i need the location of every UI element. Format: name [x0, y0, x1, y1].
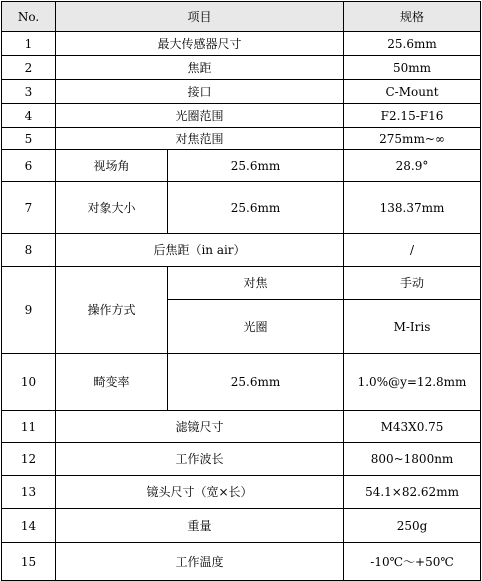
- header-no: No.: [2, 2, 56, 32]
- row-spec: F2.15-F16: [344, 104, 481, 128]
- row-spec: 25.6mm: [344, 32, 481, 56]
- table-row: [2, 32, 481, 56]
- header-spec: 规格: [344, 2, 481, 32]
- row-spec: /: [344, 234, 481, 267]
- row-no: 4: [2, 104, 56, 128]
- row-no: 12: [2, 443, 56, 476]
- row-no: 13: [2, 476, 56, 509]
- table-row: [2, 234, 481, 267]
- table-row: [2, 354, 481, 411]
- row-item: 后焦距（in air）: [56, 234, 344, 267]
- row-spec: -10℃～+50℃: [344, 543, 481, 581]
- row-spec: 1.0%@y=12.8mm: [344, 354, 481, 411]
- table-row: [2, 80, 481, 104]
- row-no: 10: [2, 354, 56, 411]
- row-spec: C-Mount: [344, 80, 481, 104]
- row-no: 14: [2, 509, 56, 543]
- row-spec: 50mm: [344, 56, 481, 80]
- row-item: 镜头尺寸（宽×长）: [56, 476, 344, 509]
- row-item: 最大传感器尺寸: [56, 32, 344, 56]
- row-item: 光圈范围: [56, 104, 344, 128]
- row-sub-iris: 光圈: [168, 300, 344, 354]
- row-item: 对焦范围: [56, 128, 344, 150]
- row-spec: 800~1800nm: [344, 443, 481, 476]
- row-no: 8: [2, 234, 56, 267]
- row-spec: 54.1×82.62mm: [344, 476, 481, 509]
- row-no: 1: [2, 32, 56, 56]
- row-spec: 28.9°: [344, 150, 481, 182]
- row-item: 滤镜尺寸: [56, 411, 344, 443]
- row-item: 工作波长: [56, 443, 344, 476]
- row-no: 5: [2, 128, 56, 150]
- row-spec: M43X0.75: [344, 411, 481, 443]
- row-sub-focus: 对焦: [168, 267, 344, 300]
- row-spec-focus: 手动: [344, 267, 481, 300]
- table-row: [2, 267, 481, 300]
- table-row: [2, 150, 481, 182]
- row-no: 2: [2, 56, 56, 80]
- table-row: [2, 509, 481, 543]
- row-item: 对象大小: [56, 182, 168, 234]
- row-no: 7: [2, 182, 56, 234]
- table-row: [2, 411, 481, 443]
- row-spec: 250g: [344, 509, 481, 543]
- row-item: 操作方式: [56, 267, 168, 354]
- row-no: 3: [2, 80, 56, 104]
- row-sub: 25.6mm: [168, 150, 344, 182]
- row-item: 畸变率: [56, 354, 168, 411]
- row-spec-iris: M-Iris: [344, 300, 481, 354]
- row-sub: 25.6mm: [168, 182, 344, 234]
- table-header-row: [2, 2, 481, 32]
- row-no: 9: [2, 267, 56, 354]
- row-no: 15: [2, 543, 56, 581]
- row-item: 工作温度: [56, 543, 344, 581]
- row-no: 11: [2, 411, 56, 443]
- row-spec: 275mm~∞: [344, 128, 481, 150]
- table-row: [2, 56, 481, 80]
- header-item: 项目: [56, 2, 344, 32]
- spec-table: [1, 1, 481, 581]
- table-row: [2, 128, 481, 150]
- table-row: [2, 104, 481, 128]
- row-item: 焦距: [56, 56, 344, 80]
- table-row: [2, 182, 481, 234]
- table-row: [2, 443, 481, 476]
- row-item: 接口: [56, 80, 344, 104]
- row-no: 6: [2, 150, 56, 182]
- table-row: [2, 476, 481, 509]
- row-sub: 25.6mm: [168, 354, 344, 411]
- row-spec: 138.37mm: [344, 182, 481, 234]
- row-item: 重量: [56, 509, 344, 543]
- table-row: [2, 543, 481, 581]
- row-item: 视场角: [56, 150, 168, 182]
